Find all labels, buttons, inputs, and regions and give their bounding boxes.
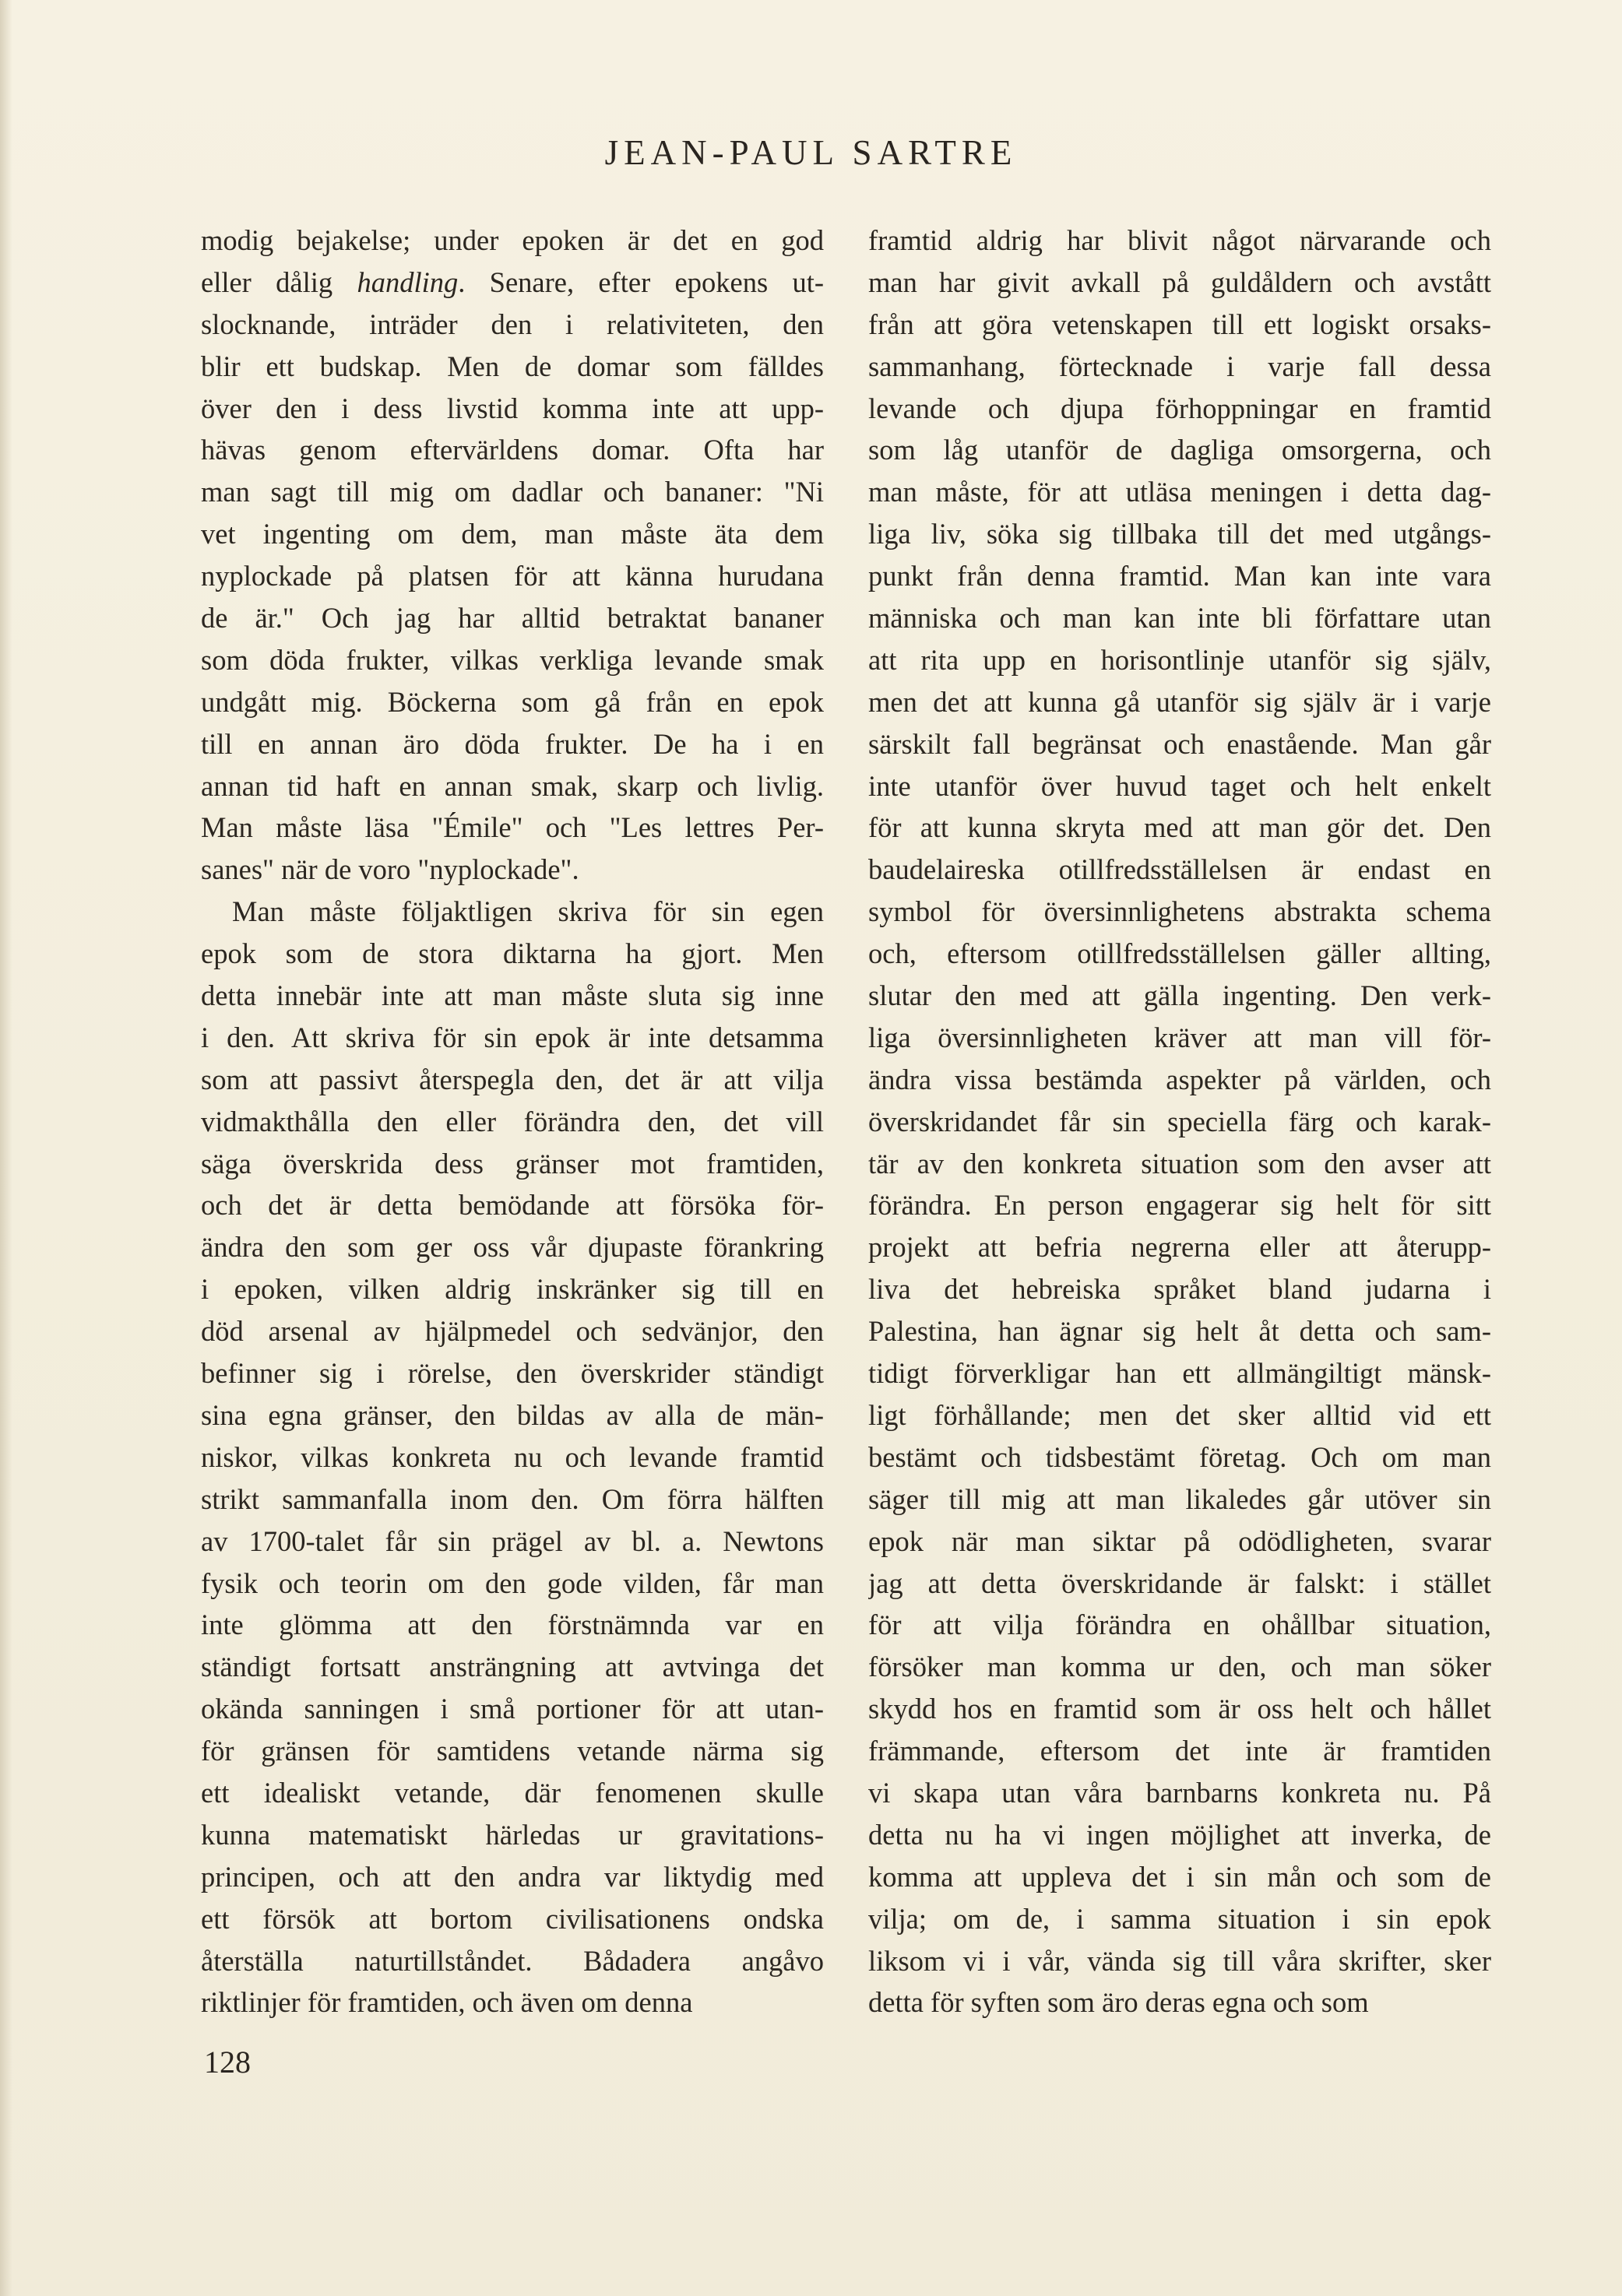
text-line: Man måste följaktligen skriva för sin egen bbox=[232, 895, 824, 928]
text-line: säger till mig att man likaledes går utöver sin bbox=[868, 1482, 1491, 1515]
text-line: strikt sammanfalla inom den. Om förra hälften bbox=[201, 1482, 824, 1515]
text-line: slutar den med att gälla ingenting. Den verk- bbox=[868, 979, 1491, 1012]
page-edge-shadow bbox=[0, 0, 12, 2296]
text-line: men det att kunna gå utanför sig själv är i varje bbox=[868, 685, 1491, 718]
text-line: liga översinnligheten kräver att man vill för- bbox=[868, 1021, 1491, 1053]
text-line: man har givit avkall på guldåldern och avstått bbox=[868, 265, 1491, 298]
text-line: slocknande, inträder den i relativiteten, den bbox=[201, 308, 824, 340]
page-number: 128 bbox=[204, 2045, 251, 2080]
text-line: framtid aldrig har blivit något närvarande och bbox=[868, 224, 1491, 256]
text-line: punkt från denna framtid. Man kan inte vara bbox=[868, 560, 1491, 592]
text-line: vidmakthålla den eller förändra den, det vill bbox=[201, 1105, 824, 1137]
text-line: epok som de stora diktarna ha gjort. Men bbox=[201, 937, 824, 970]
text-line: och det är detta bemödande att försöka för- bbox=[201, 1189, 824, 1222]
text-line: skydd hos en framtid som är oss helt och hållet bbox=[868, 1693, 1491, 1725]
text-line: hävas genom eftervärldens domar. Ofta har bbox=[201, 434, 824, 466]
text-line: död arsenal av hjälpmedel och sedvänjor, den bbox=[201, 1315, 824, 1348]
text-line: levande och djupa förhoppningar en framtid bbox=[868, 392, 1491, 424]
text-line: ett försök att bortom civilisationens ondska bbox=[201, 1902, 824, 1935]
text-line: detta innebär inte att man måste sluta sig inne bbox=[201, 979, 824, 1012]
text-line: blir ett budskap. Men de domar som fälldes bbox=[201, 350, 824, 382]
text-line: man måste, för att utläsa meningen i detta dag- bbox=[868, 476, 1491, 508]
text-line: okända sanningen i små portioner för att utan- bbox=[201, 1693, 824, 1725]
text-line: människa och man kan inte bli författare utan bbox=[868, 602, 1491, 635]
text-line: ett idealiskt vetande, där fenomenen skulle bbox=[201, 1776, 824, 1809]
text-line: annan tid haft en annan smak, skarp och livlig. bbox=[201, 769, 824, 802]
text-line: tär av den konkreta situation som den avser att bbox=[868, 1147, 1491, 1180]
text-line: epok när man siktar på odödligheten, svarar bbox=[868, 1524, 1491, 1557]
text-line: kunna matematiskt härledas ur gravitations- bbox=[201, 1818, 824, 1851]
text-line: detta för syften som äro deras egna och som bbox=[868, 1986, 1369, 2019]
text-line: symbol för översinnlighetens abstrakta schema bbox=[868, 895, 1491, 928]
text-line: sanes" när de voro "nyplockade". bbox=[201, 853, 579, 886]
text-line: för att vilja förändra en ohållbar situation, bbox=[868, 1609, 1491, 1641]
left-text-column bbox=[201, 220, 824, 2024]
text-line: som döda frukter, vilkas verkliga levande smak bbox=[201, 643, 824, 676]
text-line: Palestina, han ägnar sig helt åt detta och sam- bbox=[868, 1315, 1491, 1348]
text-line: tidigt förverkligar han ett allmängiltigt mänsk- bbox=[868, 1357, 1491, 1390]
text-line: till en annan äro döda frukter. De ha i en bbox=[201, 727, 824, 760]
text-line: överskridandet får sin speciella färg och karak- bbox=[868, 1105, 1491, 1137]
text-line: modig bejakelse; under epoken är det en god bbox=[201, 224, 824, 256]
text-line: särskilt fall begränsat och enastående. Man går bbox=[868, 727, 1491, 760]
text-line: ligt förhållande; men det sker alltid vid ett bbox=[868, 1398, 1491, 1431]
text-line: komma att uppleva det i sin mån och som de bbox=[868, 1860, 1491, 1893]
text-line: riktlinjer för framtiden, och även om denna bbox=[201, 1986, 693, 2019]
text-line: över den i dess livstid komma inte att upp- bbox=[201, 392, 824, 424]
text-line: ändra den som ger oss vår djupaste förankring bbox=[201, 1231, 824, 1264]
text-line: att rita upp en horisontlinje utanför sig själv, bbox=[868, 643, 1491, 676]
text-line: baudelaireska otillfredsställelsen är endast en bbox=[868, 853, 1491, 886]
text-line: som låg utanför de dagliga omsorgerna, och bbox=[868, 434, 1491, 466]
text-line: vilja; om de, i samma situation i sin epok bbox=[868, 1902, 1491, 1935]
text-line: befinner sig i rörelse, den överskrider ständigt bbox=[201, 1357, 824, 1390]
text-line: sammanhang, förtecknade i varje fall dessa bbox=[868, 350, 1491, 382]
text-line: jag att detta överskridande är falskt: i stället bbox=[868, 1566, 1491, 1599]
text-line: liva det hebreiska språket bland judarna i bbox=[868, 1273, 1491, 1306]
text-line: och, eftersom otillfredsställelsen gäller allting, bbox=[868, 937, 1491, 970]
text-line: bestämt och tidsbestämt företag. Och om man bbox=[868, 1440, 1491, 1473]
text-line: detta nu ha vi ingen möjlighet att inverka, de bbox=[868, 1818, 1491, 1851]
text-line: inte utanför över huvud taget och helt enkelt bbox=[868, 769, 1491, 802]
text-line: eller dålig handling. Senare, efter epokens ut- bbox=[201, 265, 824, 298]
text-line: undgått mig. Böckerna som gå från en epok bbox=[201, 685, 824, 718]
text-line: sina egna gränser, den bildas av alla de män- bbox=[201, 1398, 824, 1431]
text-line: liga liv, söka sig tillbaka till det med utgångs- bbox=[868, 518, 1491, 550]
text-line: vi skapa utan våra barnbarns konkreta nu. På bbox=[868, 1776, 1491, 1809]
text-line: i den. Att skriva för sin epok är inte detsamma bbox=[201, 1021, 824, 1053]
text-line: projekt att befria negrerna eller att återupp- bbox=[868, 1231, 1491, 1264]
text-line: för att kunna skryta med att man gör det. Den bbox=[868, 811, 1491, 844]
text-line: för gränsen för samtidens vetande närma sig bbox=[201, 1735, 824, 1767]
text-line: främmande, eftersom det inte är framtiden bbox=[868, 1735, 1491, 1767]
right-text-column bbox=[868, 220, 1491, 2024]
running-header: JEAN-PAUL SARTRE bbox=[604, 133, 1018, 172]
text-line: de är." Och jag har alltid betraktat bananer bbox=[201, 602, 824, 635]
text-line: försöker man komma ur den, och man söker bbox=[868, 1651, 1491, 1683]
text-line: inte glömma att den förstnämnda var en bbox=[201, 1609, 824, 1641]
text-line: som att passivt återspegla den, det är att vilja bbox=[201, 1063, 824, 1095]
text-line: vet ingenting om dem, man måste äta dem bbox=[201, 518, 824, 550]
text-line: återställa naturtillståndet. Bådadera angåvo bbox=[201, 1944, 824, 1977]
emphasized-word: handling bbox=[357, 265, 459, 298]
text-line: nyplockade på platsen för att känna hurudana bbox=[201, 560, 824, 592]
text-line: fysik och teorin om den gode vilden, får man bbox=[201, 1566, 824, 1599]
text-line: man sagt till mig om dadlar och bananer: "Ni bbox=[201, 476, 824, 508]
text-line: från att göra vetenskapen till ett logiskt orsaks- bbox=[868, 308, 1491, 340]
text-line: ändra vissa bestämda aspekter på världen, och bbox=[868, 1063, 1491, 1095]
text-line: liksom vi i vår, vända sig till våra skrifter, sker bbox=[868, 1944, 1491, 1977]
text-line: i epoken, vilken aldrig inskränker sig till en bbox=[201, 1273, 824, 1306]
text-line: principen, och att den andra var liktydig med bbox=[201, 1860, 824, 1893]
text-line: niskor, vilkas konkreta nu och levande framtid bbox=[201, 1440, 824, 1473]
text-line: säga överskrida dess gränser mot framtiden, bbox=[201, 1147, 824, 1180]
text-line: av 1700-talet får sin prägel av bl. a. Newtons bbox=[201, 1524, 824, 1557]
text-line: Man måste läsa "Émile" och "Les lettres Per- bbox=[201, 811, 824, 844]
text-line: förändra. En person engagerar sig helt för sitt bbox=[868, 1189, 1491, 1222]
text-line: ständigt fortsatt ansträngning att avtvinga det bbox=[201, 1651, 824, 1683]
